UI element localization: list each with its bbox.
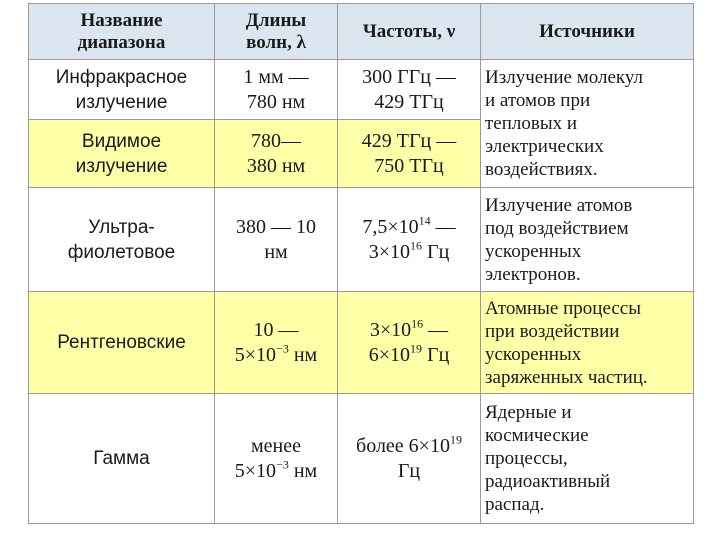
sources-cell: Излучение атомов под воздействием ускоренных электронов. [481, 188, 694, 292]
header-row [29, 4, 694, 60]
sources-cell: Атомные процессы при воздействии ускоренных заряженных частиц. [481, 292, 694, 394]
spectrum-table [28, 3, 694, 524]
wavelength-cell: 380 — 10 нм [215, 188, 338, 292]
band-name: Гамма [29, 394, 215, 524]
sources-cell: Излучение молекул и атомов при тепловых и электрических воздействиях. [481, 60, 694, 188]
wavelength-cell: 780— 380 нм [215, 120, 338, 188]
header-name: Название диапазона [29, 4, 215, 60]
row-xray [29, 292, 694, 394]
row-gamma [29, 394, 694, 524]
row-infrared [29, 60, 694, 120]
band-name: Видимое излучение [29, 120, 215, 188]
frequency-cell: 429 ТГц — 750 ТГц [338, 120, 481, 188]
sources-cell: Ядерные и космические процессы, радиоактивный распад. [481, 394, 694, 524]
header-wavelength: Длины волн, λ [215, 4, 338, 60]
wavelength-cell: 10 — $5\times 10^{-3}$ нм [215, 292, 338, 394]
frequency-cell: $7,5\times 10^{14}$ — $3\times 10^{16}$ Гц [338, 188, 481, 292]
row-ultraviolet [29, 188, 694, 292]
band-name: Рентгеновские [29, 292, 215, 394]
frequency-cell: более $6\times 10^{19}$ Гц [338, 394, 481, 524]
band-name: Инфракрасное излучение [29, 60, 215, 120]
wavelength-cell: 1 мм — 780 нм [215, 60, 338, 120]
frequency-cell: 300 ГГц — 429 ТГц [338, 60, 481, 120]
band-name: Ультра- фиолетовое [29, 188, 215, 292]
frequency-cell: $3\times 10^{16}$ — $6\times 10^{19}$ Гц [338, 292, 481, 394]
wavelength-cell: менее $5\times 10^{-3}$ нм [215, 394, 338, 524]
header-frequency: Частоты, ν [338, 4, 481, 60]
header-sources: Источники [481, 4, 694, 60]
